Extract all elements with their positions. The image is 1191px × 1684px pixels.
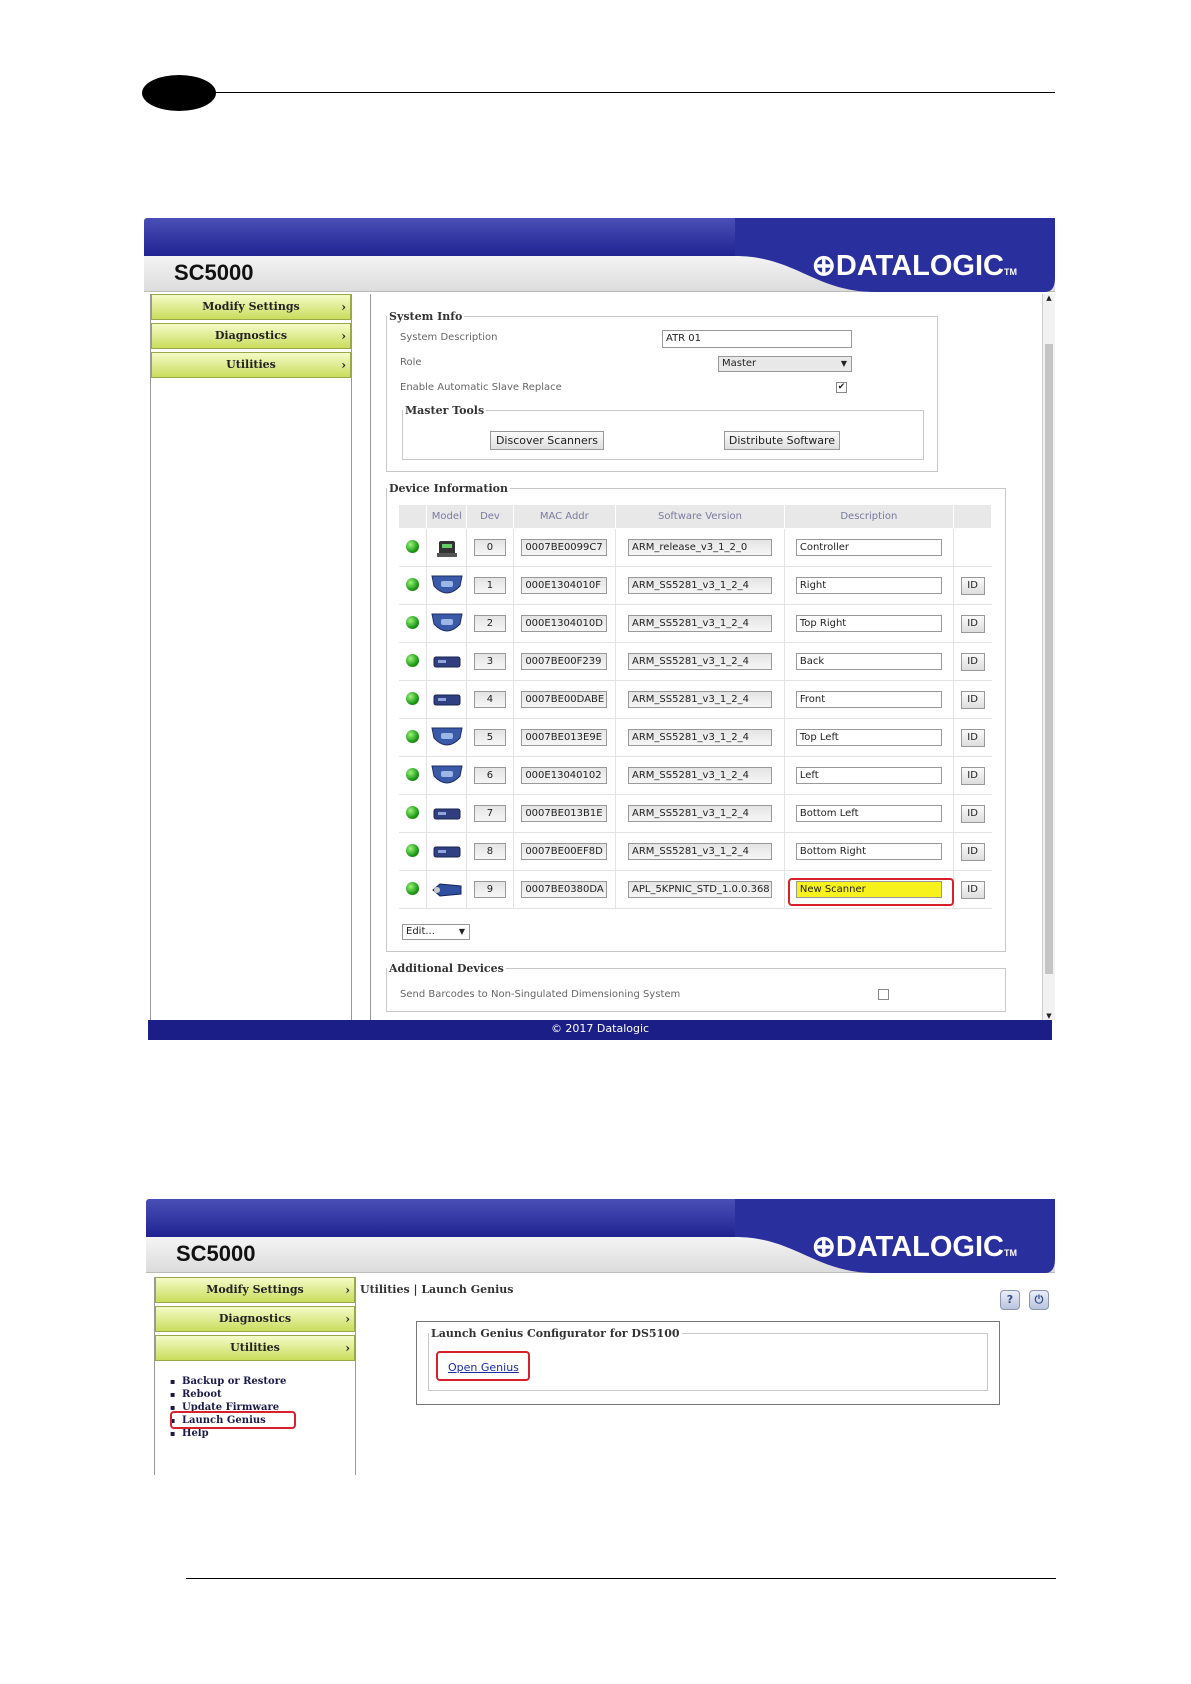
- device-information-legend: Device Information: [389, 482, 509, 495]
- software-version: ARM_release_v3_1_2_0: [628, 539, 772, 556]
- sidebar: [150, 294, 352, 1020]
- identify-button[interactable]: ID: [961, 881, 985, 899]
- software-version: ARM_SS5281_v3_1_2_4: [628, 691, 772, 708]
- footer-bar: © 2017 Datalogic: [148, 1020, 1052, 1040]
- flat-model-icon: [427, 681, 467, 719]
- logout-icon[interactable]: ⏻: [1029, 1290, 1049, 1310]
- identify-button[interactable]: ID: [961, 805, 985, 823]
- menu-help[interactable]: ▪ Help: [168, 1427, 286, 1440]
- nav-utilities[interactable]: Utilities ›: [151, 352, 351, 378]
- datalogic-logo: ⊕DATALOGICTM: [811, 1231, 1017, 1263]
- product-name: SC5000: [174, 260, 254, 285]
- status-led-icon: [406, 692, 419, 705]
- page-tab-marker: [142, 75, 216, 111]
- software-version: ARM_SS5281_v3_1_2_4: [628, 653, 772, 670]
- discover-scanners-button[interactable]: Discover Scanners: [490, 431, 604, 450]
- menu-reboot[interactable]: ▪ Reboot: [168, 1388, 286, 1401]
- mac-address: 0007BE00DABE: [521, 691, 607, 708]
- distribute-software-button[interactable]: Distribute Software: [724, 431, 840, 450]
- dev-number: 0: [474, 539, 506, 556]
- master-tools-legend: Master Tools: [405, 404, 485, 417]
- chevron-right-icon: ›: [341, 358, 346, 372]
- footer-rule: [186, 1578, 1056, 1579]
- screenshot-device-settings: [144, 218, 1055, 1044]
- mac-address: 0007BE00EF8D: [521, 843, 607, 860]
- col-dev: Dev: [467, 505, 513, 529]
- table-row: [399, 643, 992, 681]
- identify-button[interactable]: ID: [961, 615, 985, 633]
- identify-button[interactable]: ID: [961, 653, 985, 671]
- dev-number: 2: [474, 615, 506, 632]
- table-row: [399, 757, 992, 795]
- mac-address: 0007BE00F239: [521, 653, 607, 670]
- dev-number: 3: [474, 653, 506, 670]
- mac-address: 0007BE0099C7: [521, 539, 607, 556]
- col-software-version: Software Version: [616, 505, 785, 529]
- table-row: [399, 719, 992, 757]
- app-banner: [146, 1199, 1055, 1273]
- description-input[interactable]: Bottom Left: [796, 805, 942, 822]
- table-row: [399, 795, 992, 833]
- shield-model-icon: [427, 757, 467, 795]
- system-description-input[interactable]: ATR 01: [662, 330, 852, 348]
- flat-model-icon: [427, 643, 467, 681]
- identify-button[interactable]: ID: [961, 729, 985, 747]
- chevron-right-icon: ›: [341, 329, 346, 343]
- help-icon[interactable]: ?: [1000, 1290, 1020, 1310]
- status-led-icon: [406, 730, 419, 743]
- dev-number: 8: [474, 843, 506, 860]
- mac-address: 0007BE013B1E: [521, 805, 607, 822]
- status-led-icon: [406, 578, 419, 591]
- menu-launch-genius[interactable]: ▪ Launch Genius: [168, 1414, 286, 1427]
- description-input[interactable]: Front: [796, 691, 942, 708]
- chevron-right-icon: ›: [345, 1312, 350, 1326]
- edit-select[interactable]: Edit... ▼: [402, 924, 470, 940]
- table-row: [399, 681, 992, 719]
- status-led-icon: [406, 616, 419, 629]
- col-id: [953, 505, 991, 529]
- screenshot-launch-genius: [146, 1199, 1055, 1475]
- utilities-submenu: [168, 1375, 286, 1440]
- chevron-right-icon: ›: [345, 1341, 350, 1355]
- launch-genius-legend: Launch Genius Configurator for DS5100: [431, 1327, 680, 1340]
- nav-modify-settings[interactable]: Modify Settings ›: [155, 1277, 355, 1303]
- flat-model-icon: [427, 795, 467, 833]
- software-version: ARM_SS5281_v3_1_2_4: [628, 577, 772, 594]
- launch-genius-callout: [170, 1411, 296, 1429]
- new-scanner-callout: [788, 878, 954, 906]
- description-input[interactable]: Back: [796, 653, 942, 670]
- shield-model-icon: [427, 605, 467, 643]
- dimensioner-model-icon: [427, 871, 467, 909]
- description-input[interactable]: Bottom Right: [796, 843, 942, 860]
- slave-replace-label: Enable Automatic Slave Replace: [400, 382, 562, 393]
- col-description: Description: [784, 505, 953, 529]
- software-version: ARM_SS5281_v3_1_2_4: [628, 805, 772, 822]
- col-model: Model: [427, 505, 467, 529]
- dropdown-arrow-icon: ▼: [840, 359, 847, 368]
- vertical-scrollbar[interactable]: [1042, 294, 1055, 1020]
- datalogic-logo: ⊕DATALOGICTM: [811, 250, 1017, 282]
- menu-update-firmware[interactable]: ▪ Update Firmware: [168, 1401, 286, 1414]
- dev-number: 7: [474, 805, 506, 822]
- controller-model-icon: [427, 529, 467, 567]
- software-version: ARM_SS5281_v3_1_2_4: [628, 767, 772, 784]
- scrollbar-thumb[interactable]: [1045, 344, 1053, 974]
- system-description-label: System Description: [400, 332, 498, 343]
- flat-model-icon: [427, 833, 467, 871]
- software-version: ARM_SS5281_v3_1_2_4: [628, 843, 772, 860]
- status-led-icon: [406, 806, 419, 819]
- nav-modify-settings[interactable]: Modify Settings ›: [151, 294, 351, 320]
- status-led-icon: [406, 654, 419, 667]
- identify-button[interactable]: ID: [961, 843, 985, 861]
- status-led-icon: [406, 768, 419, 781]
- identify-button[interactable]: ID: [961, 691, 985, 709]
- nav-diagnostics[interactable]: Diagnostics ›: [155, 1306, 355, 1332]
- dev-number: 9: [474, 881, 506, 898]
- dev-number: 6: [474, 767, 506, 784]
- role-label: Role: [400, 357, 422, 368]
- slave-replace-checkbox[interactable]: ✔: [837, 382, 846, 392]
- mac-address: 000E1304010F: [521, 577, 607, 594]
- open-genius-callout: [436, 1351, 530, 1381]
- description-input[interactable]: Top Right: [796, 615, 942, 632]
- status-led-icon: [406, 882, 419, 895]
- dropdown-arrow-icon: ▼: [458, 927, 465, 936]
- dev-number: 1: [474, 577, 506, 594]
- col-mac: MAC Addr: [513, 505, 616, 529]
- col-status: [399, 505, 427, 529]
- master-tools-group: [402, 404, 924, 460]
- software-version: ARM_SS5281_v3_1_2_4: [628, 615, 772, 632]
- mac-address: 000E13040102: [521, 767, 607, 784]
- description-input[interactable]: Controller: [796, 539, 942, 556]
- mac-address: 0007BE013E9E: [521, 729, 607, 746]
- software-version: APL_5KPNIC_STD_1.0.0.368: [628, 881, 772, 898]
- mac-address: 0007BE0380DA: [521, 881, 607, 898]
- table-row: [399, 529, 992, 567]
- description-input[interactable]: Top Left: [796, 729, 942, 746]
- nav-diagnostics[interactable]: Diagnostics ›: [151, 323, 351, 349]
- send-barcodes-label: Send Barcodes to Non-Singulated Dimensioning System: [400, 989, 681, 1000]
- menu-backup-restore[interactable]: ▪ Backup or Restore: [168, 1375, 286, 1388]
- mac-address: 000E1304010D: [521, 615, 607, 632]
- breadcrumb: Utilities | Launch Genius: [360, 1283, 514, 1296]
- additional-devices-group: [386, 962, 1006, 1012]
- description-input[interactable]: Left: [796, 767, 942, 784]
- table-row: [399, 605, 992, 643]
- device-table: [398, 504, 992, 909]
- identify-button[interactable]: ID: [961, 767, 985, 785]
- open-genius-link[interactable]: Open Genius: [448, 1361, 519, 1374]
- description-input[interactable]: New Scanner: [796, 881, 942, 898]
- status-led-icon: [406, 844, 419, 857]
- shield-model-icon: [427, 719, 467, 757]
- header-rule: [215, 92, 1055, 93]
- dev-number: 5: [474, 729, 506, 746]
- identify-button[interactable]: ID: [961, 577, 985, 595]
- chevron-right-icon: ›: [341, 300, 346, 314]
- description-input[interactable]: Right: [796, 577, 942, 594]
- dev-number: 4: [474, 691, 506, 708]
- nav-utilities[interactable]: Utilities ›: [155, 1335, 355, 1361]
- send-barcodes-checkbox[interactable]: [878, 989, 889, 1000]
- product-name: SC5000: [176, 1241, 256, 1266]
- app-banner: [144, 218, 1055, 292]
- role-select[interactable]: Master ▼: [718, 356, 852, 372]
- scroll-up-icon[interactable]: ▲: [1046, 294, 1052, 302]
- software-version: ARM_SS5281_v3_1_2_4: [628, 729, 772, 746]
- chevron-right-icon: ›: [345, 1283, 350, 1297]
- system-info-legend: System Info: [389, 310, 463, 323]
- status-led-icon: [406, 540, 419, 553]
- table-row: [399, 833, 992, 871]
- table-row: [399, 567, 992, 605]
- scroll-down-icon[interactable]: ▼: [1046, 1012, 1052, 1020]
- shield-model-icon: [427, 567, 467, 605]
- additional-devices-legend: Additional Devices: [389, 962, 504, 975]
